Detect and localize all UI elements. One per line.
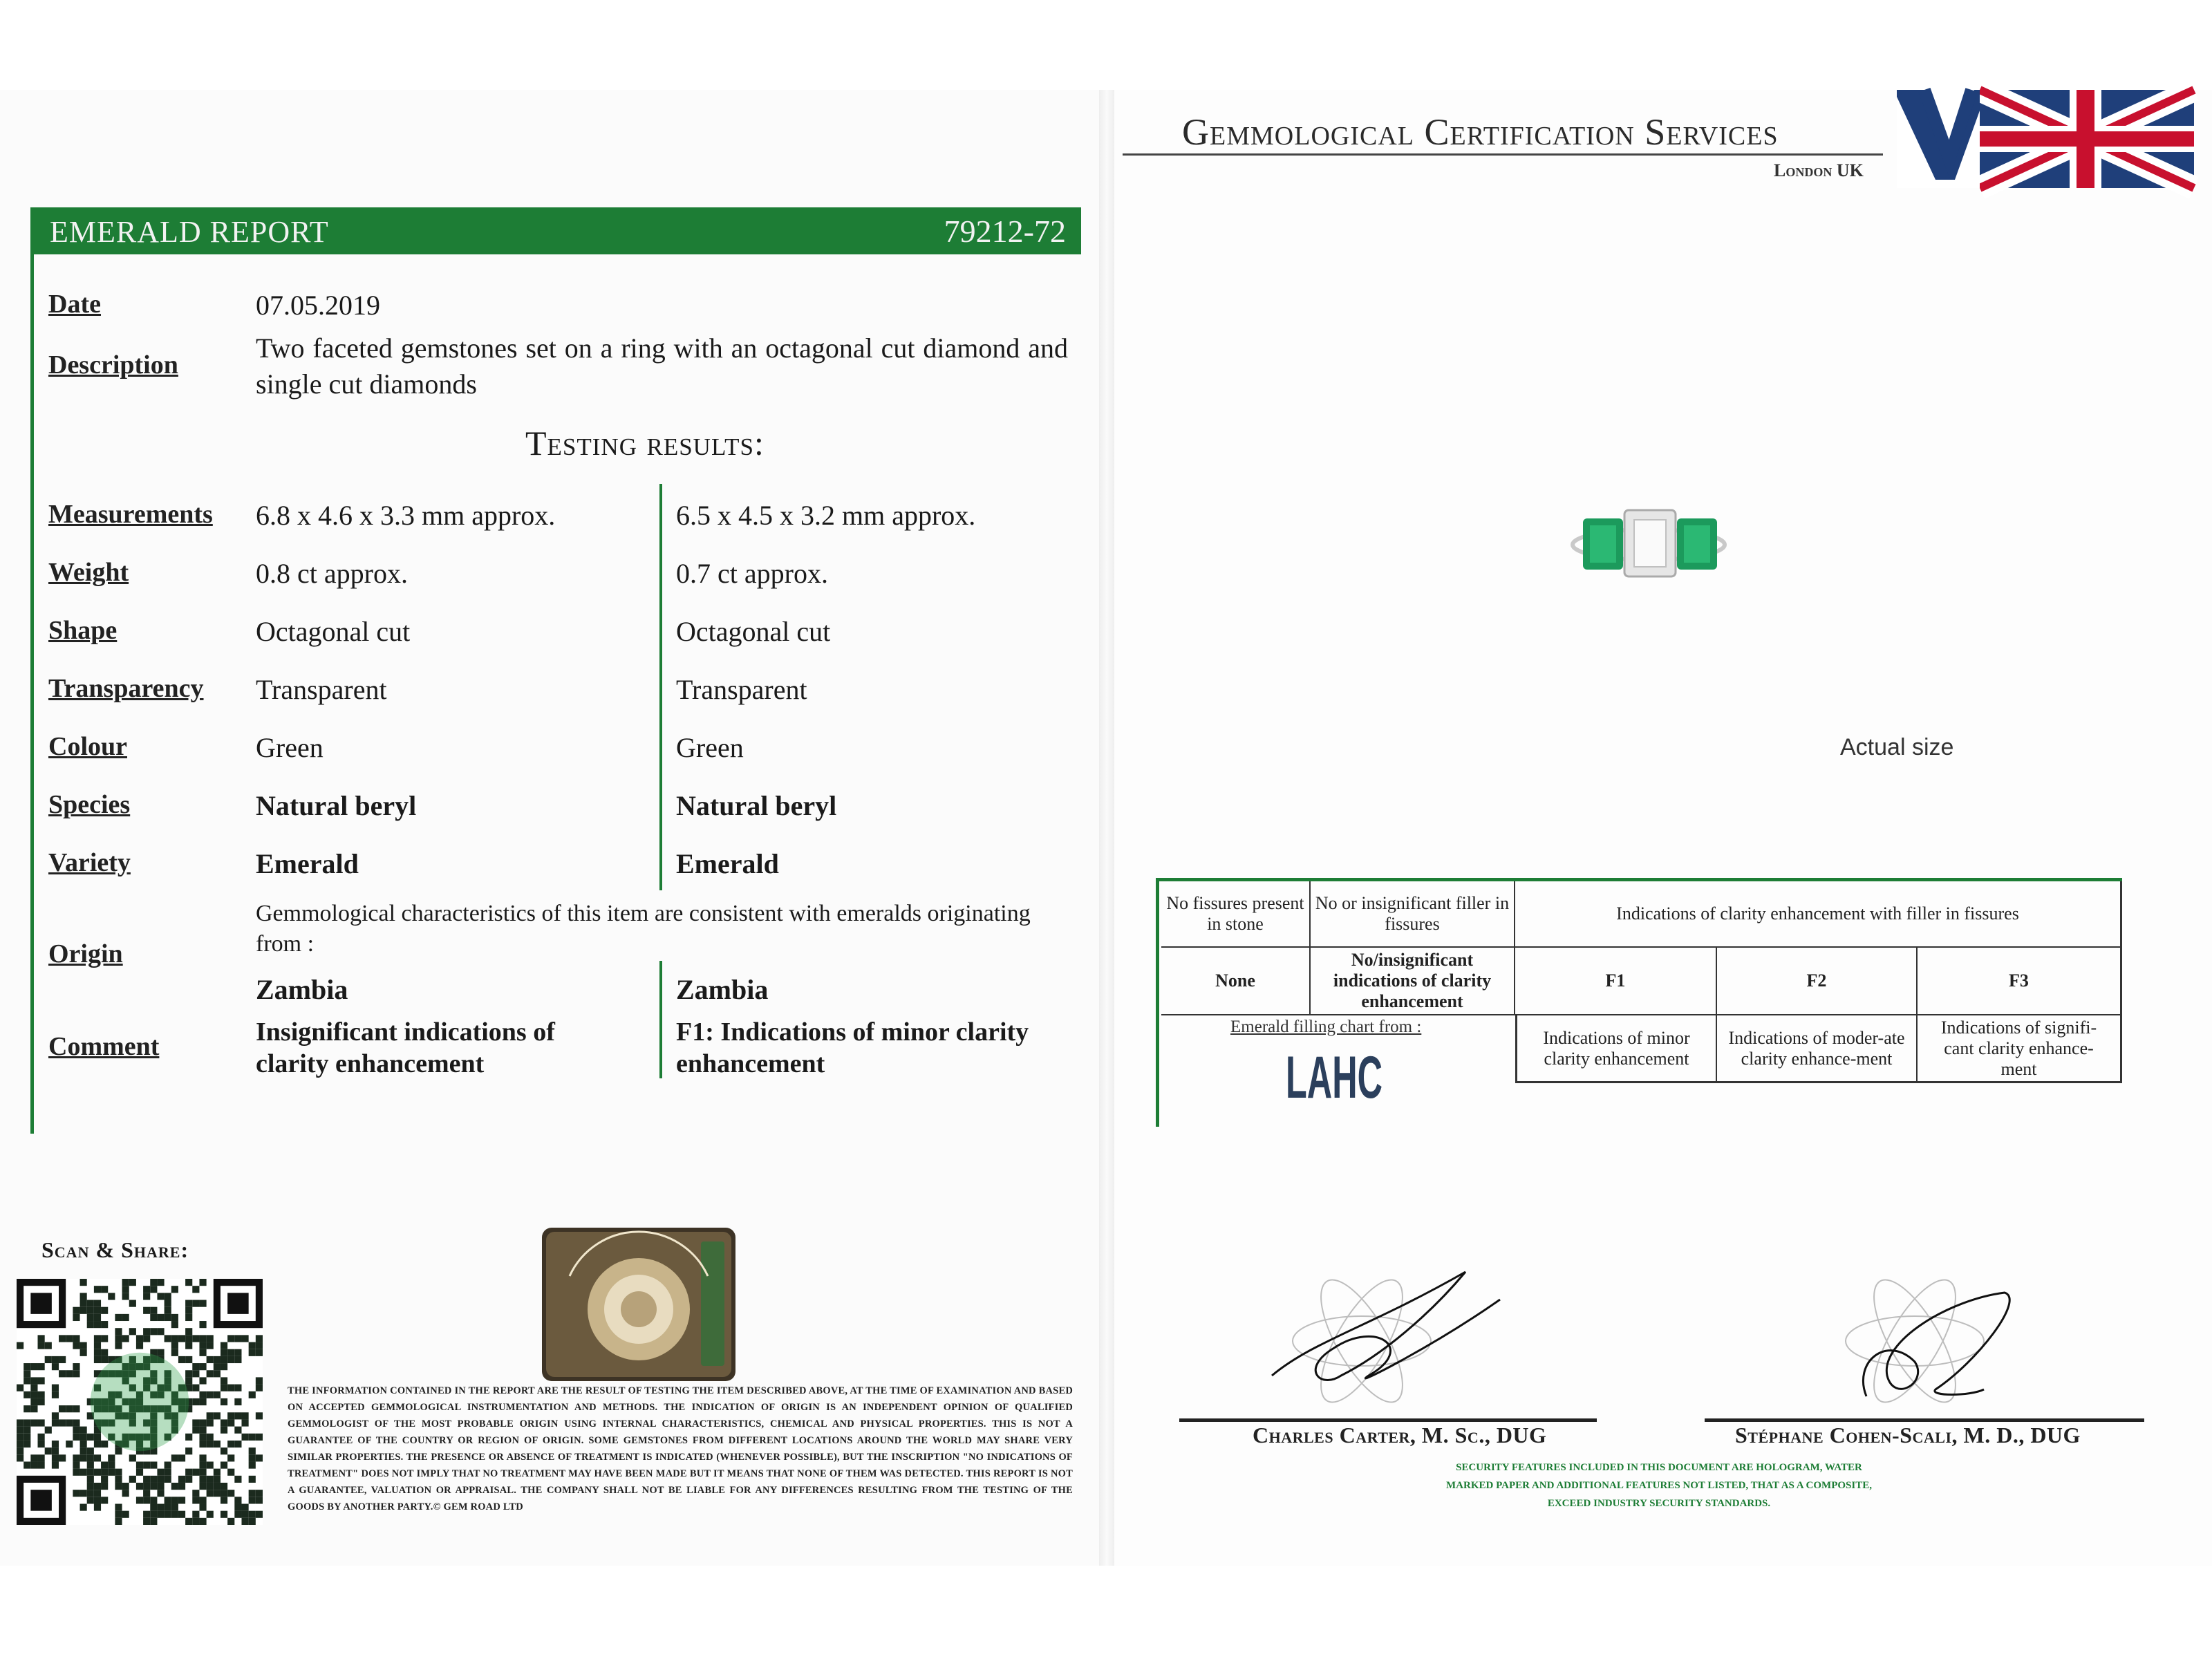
emerald-filling-chart-link[interactable]: Emerald filling chart from : bbox=[1230, 1018, 1422, 1036]
gcs-title: Gemmological Certification Services bbox=[1182, 111, 1779, 153]
row-label: Weight bbox=[48, 558, 129, 587]
report-title: EMERALD REPORT bbox=[50, 215, 329, 249]
row-value-2: Emerald bbox=[676, 848, 779, 879]
report-number: 79212-72 bbox=[944, 214, 1066, 249]
report-header-bar bbox=[30, 207, 1081, 254]
row-value-1: 6.8 x 4.6 x 3.3 mm approx. bbox=[256, 500, 556, 531]
row-value-1: Transparent bbox=[256, 674, 387, 705]
cell-filler-header: Indications of clarity enhancement with filler in fissures bbox=[1515, 881, 2122, 948]
signature-rule-cohen-scali bbox=[1705, 1418, 2144, 1422]
cell-f1-description: Indications of minor clarity enhancement bbox=[1515, 1015, 1717, 1083]
row-label: Shape bbox=[48, 616, 118, 645]
row-value-2: Octagonal cut bbox=[676, 616, 831, 647]
date-label: Date bbox=[48, 290, 101, 319]
origin-value-2: Zambia bbox=[676, 974, 769, 1005]
signatory-name-cohen-scali: Stéphane Cohen-Scali, M. D., DUG bbox=[1735, 1423, 2081, 1447]
scan-share-label: Scan & Share: bbox=[41, 1237, 189, 1262]
gcs-title-rule bbox=[1123, 153, 1883, 156]
signature-cohen-scali bbox=[1811, 1258, 2032, 1424]
signature-carter bbox=[1258, 1258, 1507, 1424]
cell-f2: F2 bbox=[1717, 948, 1918, 1015]
left-border-line bbox=[30, 254, 34, 1134]
row-value-1: Emerald bbox=[256, 848, 359, 879]
cell-f1: F1 bbox=[1515, 948, 1717, 1015]
comment-label: Comment bbox=[48, 1032, 160, 1061]
cell-no-fissures: No fissures present in stone bbox=[1161, 881, 1311, 948]
signature-rule-carter bbox=[1179, 1418, 1597, 1422]
row-value-1: Natural beryl bbox=[256, 790, 417, 821]
ring-actual-size-image bbox=[1569, 505, 1728, 581]
row-value-1: Green bbox=[256, 732, 324, 763]
doclock-hologram-seal bbox=[542, 1228, 735, 1381]
description-label: Description bbox=[48, 350, 178, 379]
row-label: Measurements bbox=[48, 500, 213, 529]
lab-logo-icon bbox=[1280, 1042, 1391, 1112]
description-value: Two faceted gemstones set on a ring with an octagonal cut diamond and single cut diamonds bbox=[256, 332, 1068, 400]
row-value-1: 0.8 ct approx. bbox=[256, 558, 408, 589]
comment-value-1: Insignificant indications of clarity enhancement bbox=[256, 1018, 555, 1078]
row-label: Colour bbox=[48, 732, 127, 761]
gcs-subtitle: London UK bbox=[1774, 160, 1864, 180]
row-value-2: Green bbox=[676, 732, 744, 763]
disclaimer-text: THE INFORMATION CONTAINED IN THE REPORT ARE THE RESULT OF TESTING THE ITEM DESCRIBED ABOVE, AT THE TIME OF EXAMINATION AND BASED ON ACCEPTED GEMMOLOGICAL INSTRUMENTATION AND METHODS. THE INDICATION OF ORIGIN IS AN INDEPENDENT OPINION OF QUALIFIED GEMMOLOGIST OF THE MOST PROBABLE ORIGIN USING INTERNAL CHARACTERISTICS, CHEMICAL AND PHYSICAL PROPERTIES. THIS IS NOT A GUARANTEE OF THE COUNTRY OR REGION OF ORIGIN. SOME GEMSTONES FROM DIFFERENT LOCATIONS AROUND THE WORLD MAY SHARE VERY SIMILAR PROPERTIES. THE PRESENCE OR ABSENCE OF TREATMENT IS INDICATED (WHENEVER POSSIBLE), BUT THE INSCRIPTION "NO INDICATIONS OF TREATMENT" DOES NOT IMPLY THAT NO TREATMENT MAY HAVE BEEN MADE BUT IT MEANS THAT NONE OF THEM WAS DETECTED. THIS REPORT IS NOT A GUARANTEE, VALUATION OR APPRAISAL. THE COMPANY SHALL NOT BE LIABLE FOR ANY DIFFERENCES RESULTING FROM THE TESTING OF THE GOODS BY ANOTHER PARTY.© GEM ROAD LTD bbox=[288, 1385, 1073, 1512]
cell-no-insignificant: No/insignificant indications of clarity enhancement bbox=[1311, 948, 1515, 1015]
origin-label: Origin bbox=[48, 939, 123, 968]
cell-f2-description: Indications of moder-ate clarity enhance-ment bbox=[1717, 1015, 1918, 1083]
comment-value-2: F1: Indications of minor clarity enhancement bbox=[676, 1018, 1029, 1078]
origin-text: Gemmological characteristics of this item are consistent with emeralds originating from : bbox=[256, 901, 1031, 957]
column-divider-origin bbox=[659, 961, 662, 1078]
security-features-note: SECURITY FEATURES INCLUDED IN THIS DOCUMENT ARE HOLOGRAM, WATER MARKED PAPER AND ADDITIONAL FEATURES NOT LISTED, THAT AS A COMPOSITE, EXCEED INDUSTRY SECURITY STANDARDS. bbox=[1446, 1462, 1872, 1509]
cell-f3: F3 bbox=[1918, 948, 2122, 1015]
qr-code[interactable] bbox=[17, 1279, 263, 1525]
row-value-2: Natural beryl bbox=[676, 790, 837, 821]
row-value-2: 6.5 x 4.5 x 3.2 mm approx. bbox=[676, 500, 976, 531]
lab-logo-text: LAHC bbox=[1286, 1044, 1382, 1111]
signatory-name-carter: Charles Carter, M. Sc., DUG bbox=[1253, 1423, 1547, 1447]
column-divider-results bbox=[659, 484, 662, 890]
cell-none: None bbox=[1161, 948, 1311, 1015]
row-label: Transparency bbox=[48, 674, 204, 703]
cell-f3-description: Indications of signifi-cant clarity enhance-ment bbox=[1918, 1015, 2122, 1083]
cell-no-filler: No or insignificant filler in fissures bbox=[1311, 881, 1515, 948]
row-value-2: Transparent bbox=[676, 674, 807, 705]
row-value-1: Octagonal cut bbox=[256, 616, 411, 647]
origin-value-1: Zambia bbox=[256, 974, 348, 1005]
page-spine bbox=[1099, 90, 1114, 1566]
gcs-logo-flag bbox=[1897, 90, 2194, 188]
row-label: Species bbox=[48, 790, 131, 819]
row-label: Variety bbox=[48, 848, 131, 877]
actual-size-label: Actual size bbox=[1840, 734, 1954, 760]
row-value-2: 0.7 ct approx. bbox=[676, 558, 828, 589]
testing-results-heading: Testing results: bbox=[525, 424, 765, 462]
date-value: 07.05.2019 bbox=[256, 290, 380, 321]
